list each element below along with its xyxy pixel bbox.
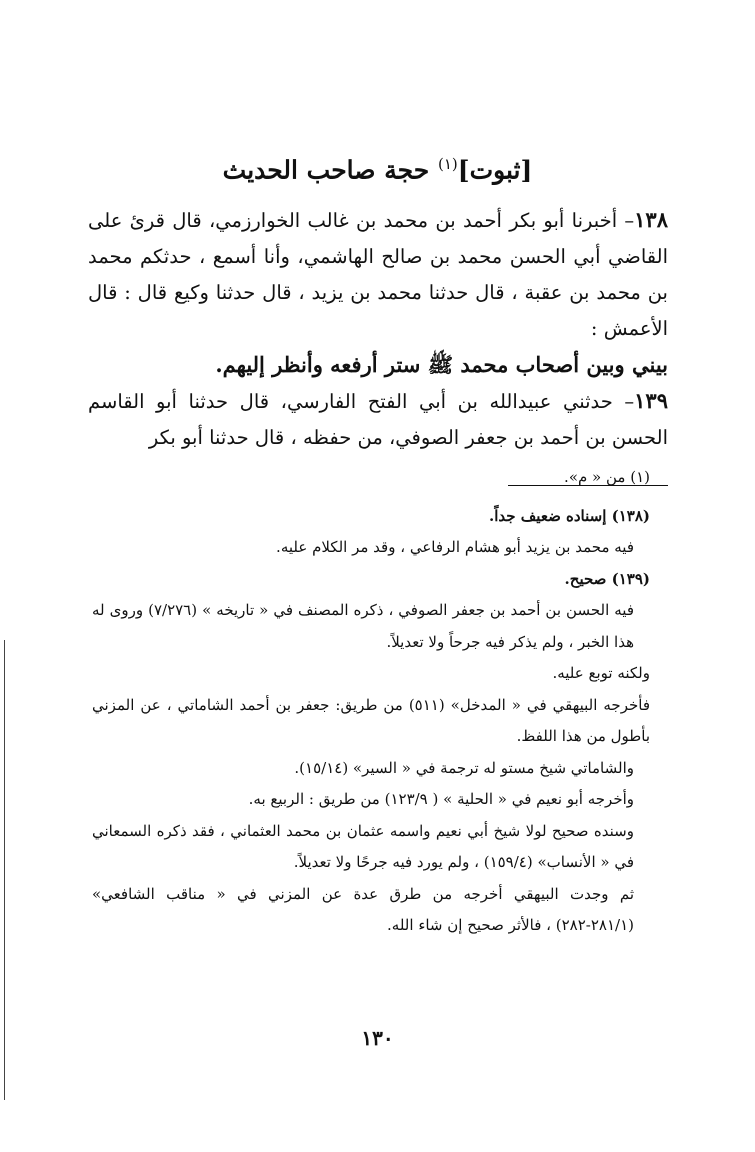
hadith-text-139: – حدثني عبيدالله بن أبي الفتح الفارسي، قال حدثنا أبو القاسم الحسن بن أحمد بن جعفر الصوفي، من حفظه ، قال حدثنا أبو بكر — [88, 390, 668, 449]
main-text — [88, 202, 668, 456]
note-139-text-1: فيه الحسن بن أحمد بن جعفر الصوفي ، ذكره المصنف في « تاريخه » (٧/٢٧٦) وروى له هذا الخبر ، ولم يذكر فيه جرحاً ولا تعديلاً. — [92, 601, 634, 651]
note-139-text-2: ولكنه توبع عليه. — [552, 664, 650, 682]
hadith-138 — [88, 202, 668, 347]
footnotes — [92, 462, 668, 942]
footnote-1: (١) من « م». — [564, 468, 650, 486]
note-138-label: (١٣٨) إسناده ضعيف جداً. — [489, 506, 650, 525]
hadith-text-138: – أخبرنا أبو بكر أحمد بن محمد بن غالب الخوارزمي، قال قرئ على القاضي أبي الحسن محمد بن صالح الهاشمي، وأنا أسمع ، حدثكم محمد بن محمد بن عقبة ، قال حدثنا محمد بن يزيد ، قال حدثنا وكيع قال : قال الأعمش : — [88, 209, 668, 340]
heading-footnote-ref: (١) — [437, 154, 458, 173]
heading-bracket-word: [ثبوت] — [457, 155, 533, 185]
note-139-text-4: والشاماتي شيخ مستو له ترجمة في « السير» (١٥/١٤). — [294, 758, 634, 777]
page-number: ١٣٠ — [361, 1026, 394, 1050]
hadith-number-139: ١٣٩ — [634, 388, 668, 413]
note-139-label: (١٣٩) صحيح. — [564, 569, 650, 588]
athar-quote: بيني وبين أصحاب محمد ﷺ ستر أرفعه وأنظر إليهم. — [215, 352, 668, 377]
note-138-text: فيه محمد بن يزيد أبو هشام الرفاعي ، وقد مر الكلام عليه. — [276, 538, 634, 556]
note-139-text-6: وسنده صحيح لولا شيخ أبي نعيم واسمه عثمان بن محمد العثماني ، فقد ذكره السمعاني في « الأنساب» (١٥٩/٤) ، ولم يورد فيه جرحًا ولا تعديلاً. — [92, 821, 634, 871]
hadith-number-138: ١٣٨ — [634, 207, 668, 232]
heading-title: حجة صاحب الحديث — [222, 155, 430, 185]
hadith-139 — [88, 383, 668, 456]
chapter-heading — [60, 147, 695, 187]
note-139-text-3: فأخرجه البيهقي في « المدخل» (٥١١) من طريق: جعفر بن أحمد الشاماتي ، عن المزني بأطول من هذا اللفظ. — [92, 695, 650, 745]
note-139-text-5: وأخرجه أبو نعيم في « الحلية » ( ١٢٣/٩) من طريق : الربيع به. — [248, 790, 634, 808]
note-139-text-7: ثم وجدت البيهقي أخرجه من طرق عدة عن المزني في « مناقب الشافعي» (٢٨١/١-٢٨٢) ، فالأثر صحيح إن شاء الله. — [92, 884, 634, 934]
